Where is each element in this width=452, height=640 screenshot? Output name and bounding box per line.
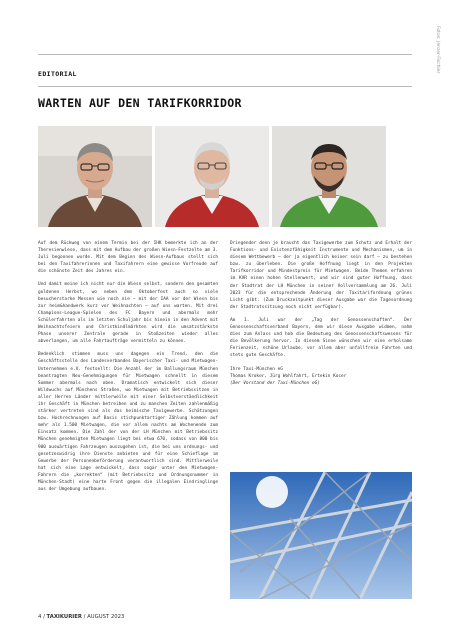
photo-credit: Fotos: Jenzer-Fischler <box>435 26 440 74</box>
signature-names: Thomas Kroker, Jürg Wohlfahrt, Ertekin Kocer <box>230 373 347 379</box>
top-rule <box>38 54 412 55</box>
article-column-right <box>230 240 412 387</box>
paragraph: Bedenklich stimmen muss uns dagegen ein Trend, den die Geschäftsstelle des Landesverbandes Bayerischer Taxi- und Mietwagen-Unternehmen e.V. festsellt: Die Anzahl der im Ballungsraum München beantragten Neu-Genehmigungen für Mietwagen schnellt in diesem Sommer abermals nach oben. Dramatisch entwickelt sich dieser Wildwuchs auf Münchens Straßen, wo Mietwagen mit Betriebssitzen in aller Herren Länder mittlerweile mit einer Selbstverständlichkeit ihr Geschäft in München betreiben und zu manchen Zeiten zahlenmäßig stärker vertreten sind als das heimische Taxigewerbe. Schätzungen bzw. Hochrechnungen auf Basis stichpunktartiger Zählung kommen auf mehr als 1.500 Mietwagen, die vor allem nachts am Wochenende zum Einsatz kommen. Die Zahl der von der LH München mit Betriebssitz München genehmigten Mietwagen liegt bei etwa 670, sodass von 800 bis 900 auswärtigen Fahrzeugen auszugehen ist, die bei uns ordnungs- und gesetzeswidrig ihre Dienste anbieten und für eine Schieflage im Gewerbe der Personenbeförderung verantwortlich sind. Mittlerweile hat sich eine Lage entwickelt, dass sogar unter den Mietwagen-Fahrern die „korrekten“ (mit Betriebssitz und Ordnungsnummer in München-Stadt) eine harte Front gegen die illegalen Eindringlinge aus der Umgebung aufbauen. <box>38 352 218 493</box>
section-label: EDITORIAL <box>38 70 77 78</box>
page-number: 4 <box>38 614 42 620</box>
signature-role: (Der Vorstand der Taxi-München eG) <box>230 380 320 386</box>
issue-date: AUGUST 2023 <box>87 614 125 620</box>
signature-block <box>230 366 412 387</box>
magazine-name: TAXIKURIER <box>46 614 82 620</box>
headline: WARTEN AUF DEN TARIFKORRIDOR <box>38 96 242 110</box>
paragraph: Am 1. Juli war der „Tag der Genossenschaften“. Der Genossenschaftsverband Bayern, dem wir diese Ausgabe widmen, nahm dies zum Anlass und hob die Bedeutung des Genossenschaftswesens für die Bevölkerung hervor. In diesem Sinne wünschen wir eine erholsame Ferienzeit, schöne Urlaube, vor allem aber unfallfreie Fahrten und stets gute Geschäfte. <box>230 317 412 359</box>
page-footer <box>38 614 124 620</box>
portrait-photo-3 <box>272 126 386 227</box>
footer-separator: / <box>83 614 88 620</box>
signature-org: Ihre Taxi-München eG <box>230 366 283 372</box>
portrait-photo-1 <box>38 126 152 227</box>
paragraph: Und damit meine ich nicht nur die Wiesn selbst, sondern den gesamten goldenen Herbst, wo neben dem Oktoberfest auch so viele besucherstarke Messen wie noch nie – mit der IAA vor der Wiesn bis zur heim&handwerk kurz vor Weihnachten – auf uns warten. Mit drei Champions-League-Spielen des FC Bayern und abermals mehr Schülerfahrten als im letzten Schuljahr bis hinein in den Advent mit Weihnachtsfeiern und Christkindlmärkten wird die umsatzstärkste Phase unserer Zentrale gerade in Stoßzeiten wieder alles abverlangen, um alle Fahrtaufträge vermitteln zu können. <box>38 282 218 345</box>
portrait-photo-2 <box>155 126 269 227</box>
steel-frame-photo <box>230 472 412 599</box>
article-column-left <box>38 240 218 499</box>
middle-rule <box>38 86 412 87</box>
footer-separator: / <box>43 614 47 620</box>
paragraph: Dringender denn je braucht das Taxigewerbe zum Schutz und Erhalt der Funktions- und Existenzfähigkeit Instrumente und Mechanismen, um in diesem Wettbewerb – der ja eigentlich keiner sein darf – zu bestehen bzw. zu überleben. Die große Hoffnung liegt in den Projekten Tarifkorridor und Mindestpreis für Mietwagen. Beide Themen erfahren im KVR einen hohen Stellenwert, und wir sind guter Hoffnung, dass der Stadtrat der LH München in seiner Vollversammlung am 26. Juli 2023 für die entsprechende Änderung der Taxitarifordnung grünes Licht gibt. (Zum Druckzeitpunkt dieser Ausgabe war die Tagesordnung der Stadtratssitzung noch nicht verfügbar). <box>230 241 412 310</box>
paragraph: Auf dem Rückweg von einem Termin bei der IHK bemerkte ich an der Theresienwiese, dass mit dem Aufbau der großen Wiesn-Festzelte am 3. Juli begonnen wurde. Mit dem Beginn des Wiesn-Aufbaus stellt sich bei den Taxifahrerinnen und Taxifahrern eine gewisse Vorfreude auf die schönste Zeit des Jahres ein. <box>38 241 218 275</box>
